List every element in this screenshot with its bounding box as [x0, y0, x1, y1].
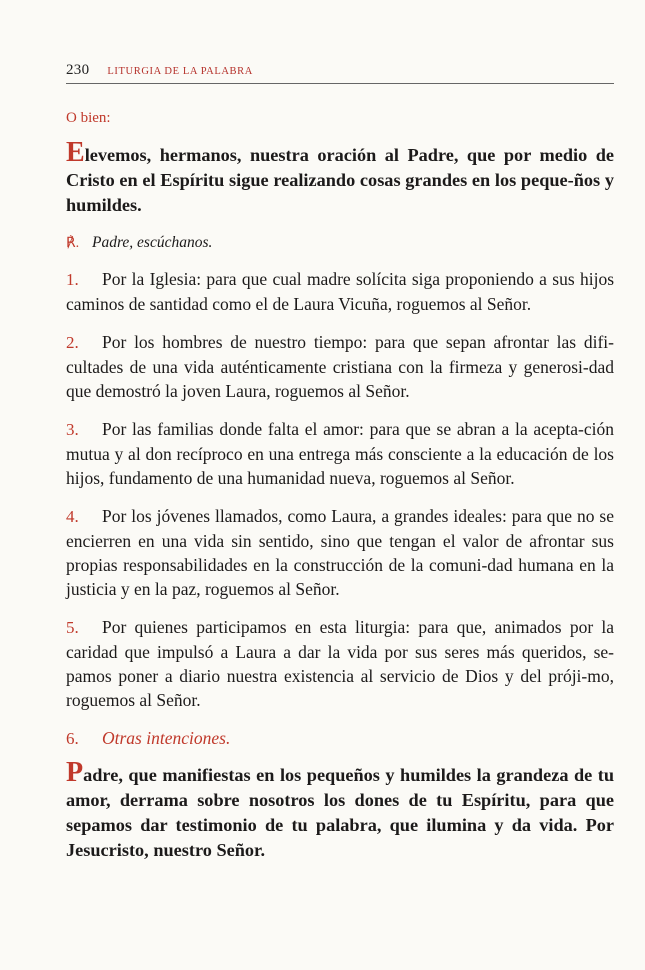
closing-prayer [66, 757, 614, 863]
petition-text: Por los jóvenes llamados, como Laura, a grandes ideales: para que no se encierren en una vida sin sentido, sino que tengan el valor de afrontar sus propias responsabilidades en la construcción de la comuni-dad humana en la justicia y en la paz, roguemos al Señor. [66, 506, 614, 599]
response-line [66, 233, 614, 254]
petition-number: 1. [66, 270, 79, 289]
opening-invitation [66, 137, 614, 218]
closing-initial: P [66, 757, 84, 788]
page-header [66, 62, 614, 79]
petition-number: 4. [66, 507, 79, 526]
header-rule [66, 83, 614, 84]
petition-text: Por la Iglesia: para que cual madre solícita siga proponiendo a sus hijos caminos de santidad como el de Laura Vicuña, roguemos al Señor. [66, 269, 614, 314]
response-symbol: ℟. [66, 236, 80, 251]
petition-number: 5. [66, 618, 79, 637]
petition-5 [66, 615, 614, 712]
petition-number: 3. [66, 420, 79, 439]
petition-2 [66, 330, 614, 403]
page-content [66, 108, 614, 863]
opening-text: levemos, hermanos, nuestra oración al Padre, que por medio de Cristo en el Espíritu sigue realizando cosas grandes en los peque-ños y humildes. [66, 145, 614, 215]
petition-number: 6. [66, 729, 79, 748]
petition-3 [66, 417, 614, 490]
petition-number: 2. [66, 333, 79, 352]
petition-text: Por las familias donde falta el amor: para que se abran a la acepta-ción mutua y al don recíproco en una entrega más consciente a la educación de los hijos, fundamento de una humanidad nueva, roguemos al Señor. [66, 419, 614, 488]
petition-4 [66, 504, 614, 601]
response-text: Padre, escúchanos. [92, 234, 213, 251]
page-number: 230 [66, 62, 90, 78]
petition-text: Otras intenciones. [102, 728, 231, 748]
petition-text: Por quienes participamos en esta liturgia: para que, animados por la caridad que impulsó a Laura a dar la vida por sus seres más queridos, se-pamos poner a diario nuestra existencia al servicio de Dios y del próji-mo, roguemos al Señor. [66, 617, 614, 710]
running-head: LITURGIA DE LA PALABRA [107, 66, 253, 77]
closing-text: adre, que manifiestas en los pequeños y humildes la grandeza de tu amor, derrama sobre nosotros los dones de tu Espíritu, para que sepamos dar testimonio de tu palabra, que ilumina y da vida. Por Jesucristo, nuestro Señor. [66, 765, 614, 860]
petition-1 [66, 267, 614, 316]
petition-6 [66, 726, 614, 751]
alternative-label: O bien: [66, 110, 111, 126]
petition-text: Por los hombres de nuestro tiempo: para que sepan afrontar las difi-cultades de una vida auténticamente cristiana con la firmeza y generosi-dad que demostró la joven Laura, roguemos al Señor. [66, 332, 614, 401]
opening-initial: E [66, 137, 85, 168]
